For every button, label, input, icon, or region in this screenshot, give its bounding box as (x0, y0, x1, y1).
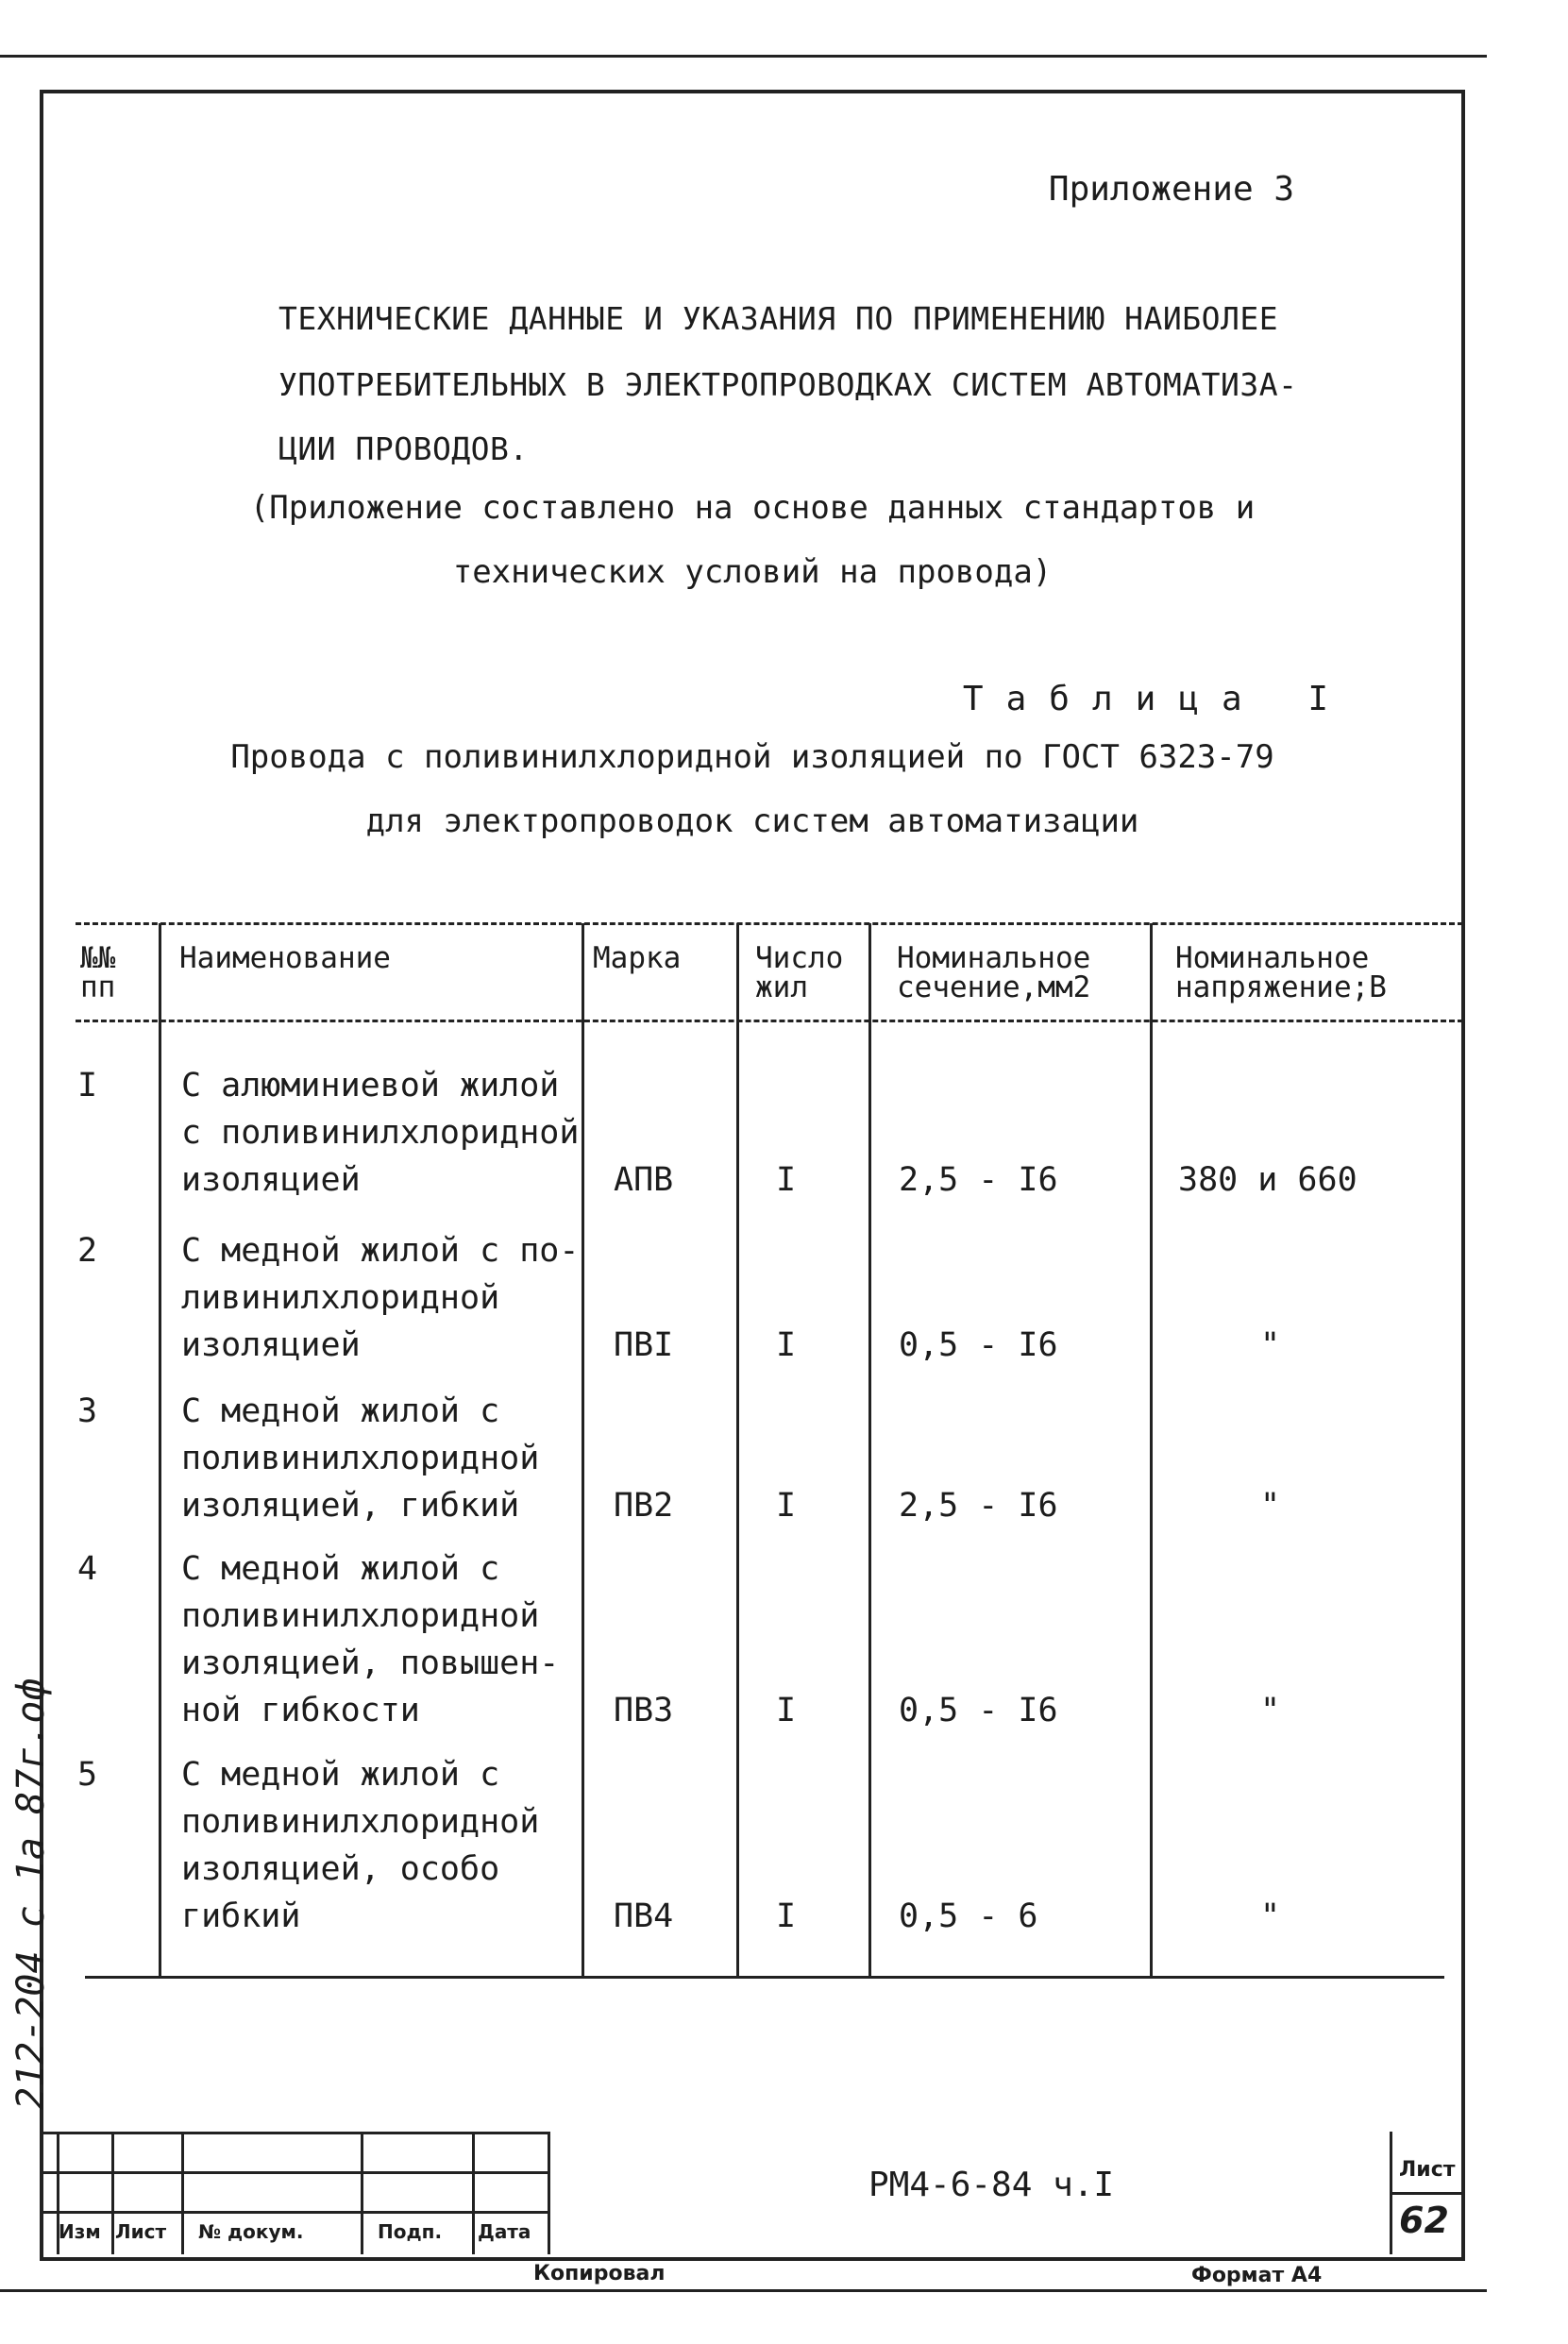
title-block-divider-3 (181, 2132, 184, 2254)
row-2-name: С медной жилой с по- ливинилхлоридной изоляцией (181, 1232, 580, 1364)
row-1-section: 2,5 - I6 (899, 1161, 1058, 1199)
sheet-label: Лист (1399, 2158, 1456, 2182)
col-header-num: №№ пп (80, 941, 116, 1004)
row-5-cores: I (776, 1897, 797, 1935)
row-4-name: С медной жилой с поливинилхлоридной изоляцией, повышен- ной гибкости (181, 1550, 560, 1729)
row-2-cores: I (776, 1326, 797, 1364)
title-block-sheet-rule (1390, 2192, 1463, 2195)
row-4-num: 4 (77, 1550, 98, 1588)
row-1-mark: АПВ (614, 1161, 674, 1199)
tb-label-sheet: Лист (115, 2220, 167, 2243)
row-2-section: 0,5 - I6 (899, 1326, 1058, 1364)
format-label: Формат А4 (1191, 2264, 1323, 2287)
row-4-mark: ПВ3 (614, 1692, 674, 1729)
title-block-divider-4 (361, 2132, 363, 2254)
note-line-1: (Приложение составлено на основе данных стандартов и (249, 489, 1256, 527)
title-block-divider-5 (472, 2132, 475, 2254)
row-4-voltage: " (1260, 1692, 1281, 1729)
col-divider-5 (1150, 923, 1153, 1979)
table-caption-line-2: для электропроводок систем автоматизации (365, 802, 1139, 840)
row-1-voltage: 380 и 660 (1178, 1161, 1357, 1199)
appendix-label: Приложение 3 (1048, 170, 1294, 209)
row-2-mark: ПВI (614, 1326, 674, 1364)
col-header-name: Наименование (179, 941, 391, 975)
footer-rule (0, 2289, 1487, 2292)
heading-line-2: УПОТРЕБИТЕЛЬНЫХ В ЭЛЕКТРОПРОВОДКАХ СИСТЕМ АВТОМАТИЗА- (278, 366, 1298, 403)
row-3-mark: ПВ2 (614, 1487, 674, 1525)
heading-line-3: ЦИИ ПРОВОДОВ. (278, 430, 529, 467)
row-2-voltage: " (1260, 1326, 1281, 1364)
sheet-number: 62 (1399, 2200, 1449, 2241)
tb-label-date: Дата (478, 2220, 531, 2243)
col-header-cores: Число жил (755, 941, 844, 1004)
table-caption-line-1: Провода с поливинилхлоридной изоляцией по ГОСТ 6323-79 (230, 738, 1274, 776)
note-line-2: технических условий на провода) (452, 553, 1053, 591)
row-4-section: 0,5 - I6 (899, 1692, 1058, 1729)
copied-label: Копировал (533, 2262, 666, 2285)
col-divider-1 (159, 923, 161, 1979)
row-3-voltage: " (1260, 1487, 1281, 1525)
row-5-mark: ПВ4 (614, 1897, 674, 1935)
row-5-num: 5 (77, 1756, 98, 1794)
row-3-name: С медной жилой с поливинилхлоридной изоляцией, гибкий (181, 1392, 540, 1525)
tb-label-change: Изм (59, 2220, 101, 2243)
tb-label-signature: Подп. (378, 2220, 443, 2243)
col-header-voltage: Номинальное напряжение;В (1175, 941, 1387, 1004)
row-3-cores: I (776, 1487, 797, 1525)
title-block-divider-6 (548, 2132, 550, 2254)
table-top-rule (76, 922, 1463, 925)
heading-line-1: ТЕХНИЧЕСКИЕ ДАННЫЕ И УКАЗАНИЯ ПО ПРИМЕНЕНИЮ НАИБОЛЕЕ (278, 300, 1279, 337)
row-2-num: 2 (77, 1232, 98, 1270)
col-divider-4 (868, 923, 871, 1979)
row-5-voltage: " (1260, 1897, 1281, 1935)
tb-label-doc-number: № докум. (198, 2220, 304, 2243)
col-divider-2 (582, 923, 584, 1979)
row-3-section: 2,5 - I6 (899, 1487, 1058, 1525)
margin-stamp: 212-204 с 1а 87г.оф (9, 1678, 53, 2110)
row-5-section: 0,5 - 6 (899, 1897, 1038, 1935)
top-rule (0, 55, 1487, 58)
table-bottom-rule (85, 1976, 1444, 1979)
row-4-cores: I (776, 1692, 797, 1729)
row-5-name: С медной жилой с поливинилхлоридной изоляцией, особо гибкий (181, 1756, 540, 1935)
table-header-rule (76, 1020, 1463, 1022)
col-header-mark: Марка (593, 941, 682, 975)
table-label: Таблица I (962, 680, 1351, 718)
document-code: РМ4-6-84 ч.I (868, 2166, 1115, 2204)
col-divider-3 (736, 923, 739, 1979)
title-block-divider-2 (111, 2132, 114, 2254)
row-1-name: С алюминиевой жилой с поливинилхлоридной изоляцией (181, 1067, 580, 1199)
row-1-num: I (77, 1067, 98, 1105)
row-1-cores: I (776, 1161, 797, 1199)
col-header-section: Номинальное сечение,мм2 (897, 941, 1091, 1004)
row-3-num: 3 (77, 1392, 98, 1430)
